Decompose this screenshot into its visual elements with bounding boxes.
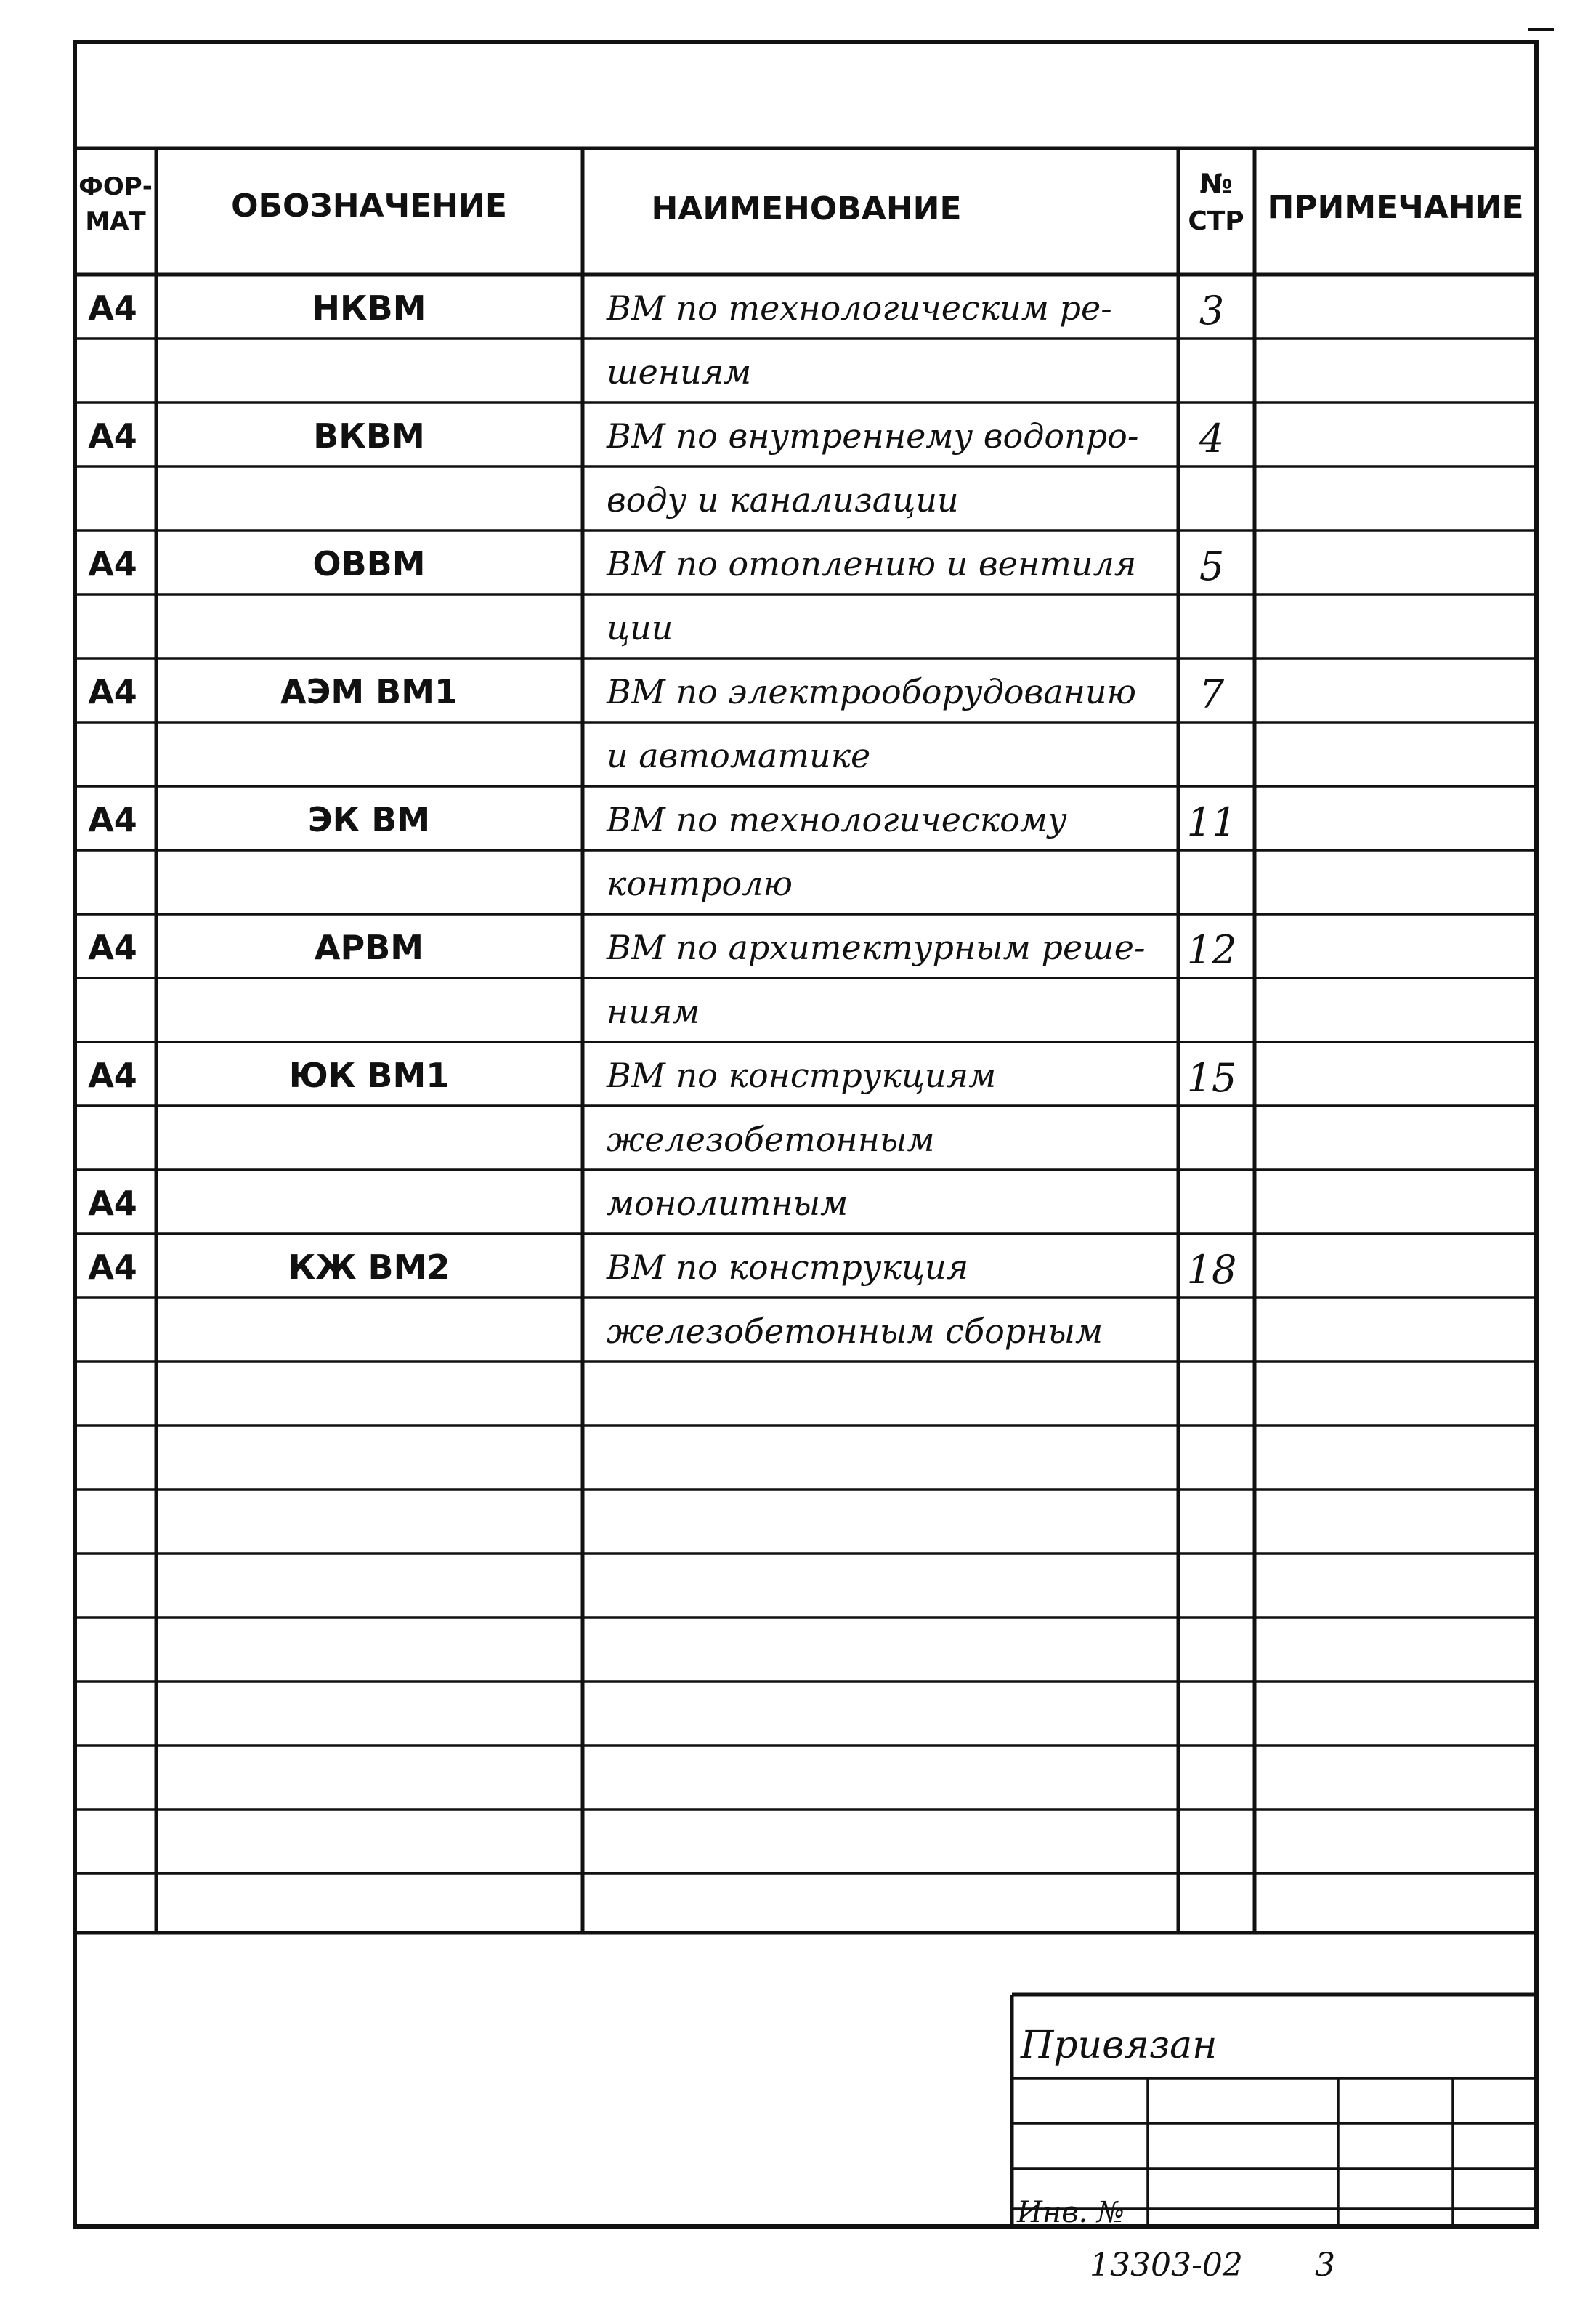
row-name: монолитным bbox=[607, 1184, 848, 1223]
row-designation: ОВВМ bbox=[312, 544, 426, 583]
row-name: ВМ по технологическим ре- bbox=[607, 288, 1112, 328]
row-designation: ЮК ВМ1 bbox=[288, 1056, 450, 1095]
header-page: № bbox=[1199, 168, 1233, 200]
header-format: ФОР- bbox=[78, 172, 153, 201]
header-designation: ОБОЗНАЧЕНИЕ bbox=[231, 187, 507, 225]
row-name: ВМ по электрооборудованию bbox=[607, 672, 1137, 711]
stamp-title: Привязан bbox=[1021, 2024, 1218, 2067]
row-format: А4 bbox=[88, 1184, 137, 1223]
header-page: СТР bbox=[1188, 206, 1244, 236]
row-name: ВМ по конструкциям bbox=[607, 1056, 997, 1095]
header-name: НАИМЕНОВАНИЕ bbox=[651, 190, 962, 227]
row-name: ниям bbox=[607, 992, 700, 1031]
row-designation: АРВМ bbox=[314, 928, 424, 967]
row-page: 15 bbox=[1186, 1055, 1237, 1101]
row-designation: ЭК ВМ bbox=[307, 800, 431, 839]
row-format: А4 bbox=[88, 1248, 137, 1287]
row-page: 11 bbox=[1186, 799, 1237, 845]
header-note: ПРИМЕЧАНИЕ bbox=[1267, 189, 1524, 226]
row-designation: ВКВМ bbox=[313, 416, 425, 456]
row-designation: НКВМ bbox=[312, 288, 426, 328]
row-name: ВМ по внутреннему водопро- bbox=[607, 416, 1139, 456]
row-page: 5 bbox=[1199, 544, 1225, 589]
row-format: А4 bbox=[88, 288, 137, 328]
row-name: ВМ по конструкция bbox=[607, 1248, 969, 1287]
row-format: А4 bbox=[88, 800, 137, 839]
row-designation: КЖ ВМ2 bbox=[288, 1248, 450, 1287]
row-designation: АЭМ ВМ1 bbox=[280, 672, 458, 711]
row-page: 18 bbox=[1186, 1247, 1237, 1293]
footer-sheet: 3 bbox=[1315, 2247, 1335, 2284]
row-name: и автоматике bbox=[607, 736, 871, 775]
row-name: контролю bbox=[607, 864, 793, 903]
row-name: железобетонным bbox=[607, 1120, 935, 1159]
row-name: воду и канализации bbox=[607, 480, 959, 520]
row-format: А4 bbox=[88, 1056, 137, 1095]
row-format: А4 bbox=[88, 928, 137, 967]
row-format: А4 bbox=[88, 544, 137, 583]
row-name: железобетонным сборным bbox=[607, 1312, 1103, 1351]
row-page: 3 bbox=[1199, 288, 1225, 334]
row-name: ции bbox=[607, 608, 673, 647]
row-page: 12 bbox=[1186, 927, 1237, 973]
row-page: 4 bbox=[1199, 416, 1225, 461]
row-format: А4 bbox=[88, 416, 137, 456]
row-format: А4 bbox=[88, 672, 137, 711]
row-page: 7 bbox=[1199, 671, 1225, 717]
footer-code: 13303-02 bbox=[1090, 2247, 1243, 2284]
table-content bbox=[78, 168, 1523, 2284]
row-name: ВМ по архитектурным реше- bbox=[607, 928, 1146, 967]
row-name: шениям bbox=[607, 352, 752, 392]
row-name: ВМ по отоплению и вентиля bbox=[607, 544, 1137, 583]
header-format: МАТ bbox=[85, 207, 146, 236]
row-name: ВМ по технологическому bbox=[607, 800, 1067, 839]
stamp-inventory: Инв. № bbox=[1017, 2196, 1125, 2229]
